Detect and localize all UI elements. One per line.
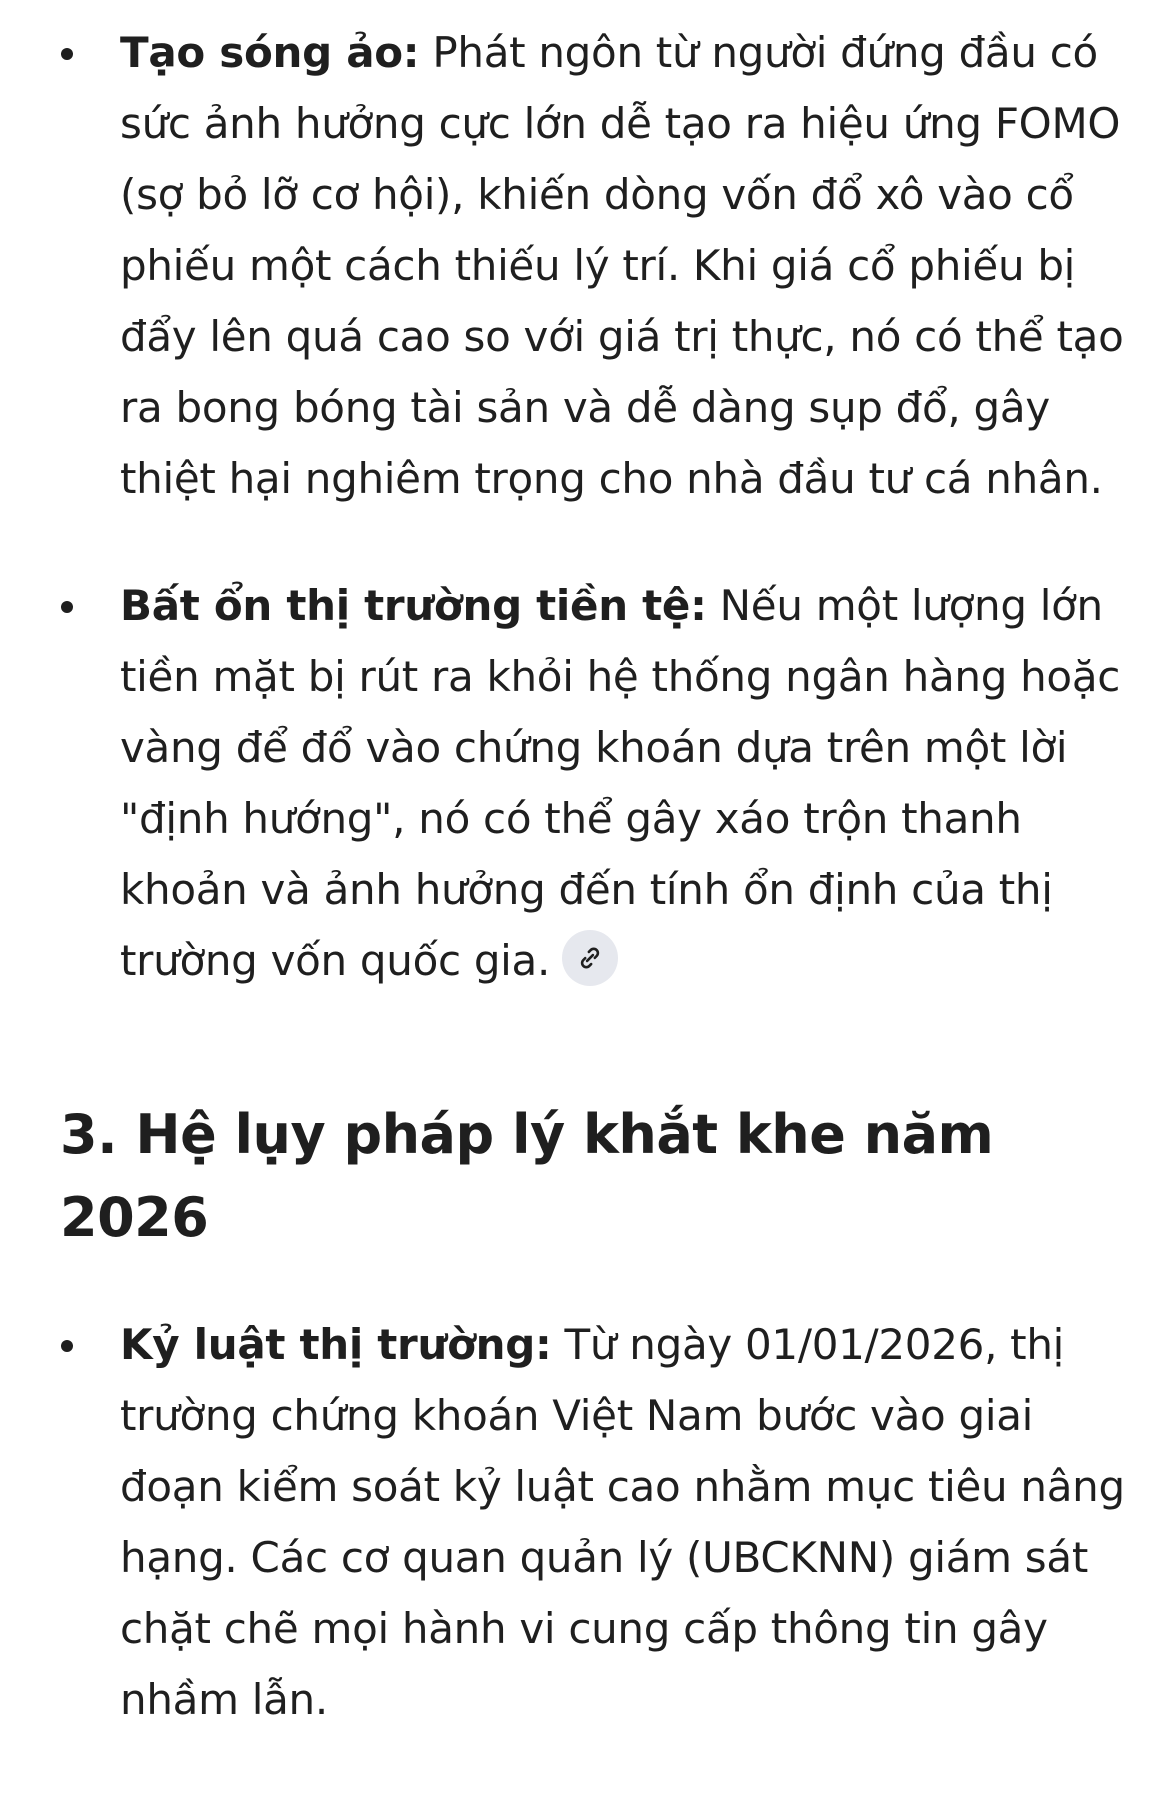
list-item-text: Phát ngôn từ người đứng đầu có sức ảnh hưởng cực lớn dễ tạo ra hiệu ứng FOMO (sợ bỏ lỡ cơ hội), khiến dòng vốn đổ xô vào cổ phiếu một cách thiếu lý trí. Khi giá cổ phiếu bị đẩy lên quá cao so với giá trị thực, nó có thể tạo ra bong bóng tài sản và dễ dàng sụp đổ, gây thiệt hại nghiêm trọng cho nhà đầu tư cá nhân.: [120, 28, 1124, 503]
list-item-title: Bất ổn thị trường tiền tệ:: [120, 581, 707, 630]
source-link-button[interactable]: [562, 930, 618, 986]
list-item: [0, 17, 1170, 514]
bullet-dot-icon: [61, 48, 73, 60]
list-item-title: Tạo sóng ảo:: [120, 28, 420, 77]
list-item-title: Kỷ luật thị trường:: [120, 1320, 552, 1369]
bullet-list-bottom: [0, 1309, 1170, 1735]
list-item: [0, 570, 1170, 996]
list-item-text: Nếu một lượng lớn tiền mặt bị rút ra khỏi hệ thống ngân hàng hoặc vàng để đổ vào chứng khoán dựa trên một lời "định hướng", nó có thể gây xáo trộn thanh khoản và ảnh hưởng đến tính ổn định của thị trường vốn quốc gia.: [120, 581, 1121, 985]
list-item: [0, 1309, 1170, 1735]
section-heading: 3. Hệ lụy pháp lý khắt khe năm 2026: [60, 1103, 994, 1249]
bullet-list-top: [0, 17, 1170, 996]
bullet-dot-icon: [61, 601, 73, 613]
list-item-text: Từ ngày 01/01/2026, thị trường chứng khoán Việt Nam bước vào giai đoạn kiểm soát kỷ luật cao nhằm mục tiêu nâng hạng. Các cơ quan quản lý (UBCKNN) giám sát chặt chẽ mọi hành vi cung cấp thông tin gây nhầm lẫn.: [120, 1320, 1125, 1724]
link-icon: [576, 944, 604, 972]
bullet-dot-icon: [61, 1340, 73, 1352]
